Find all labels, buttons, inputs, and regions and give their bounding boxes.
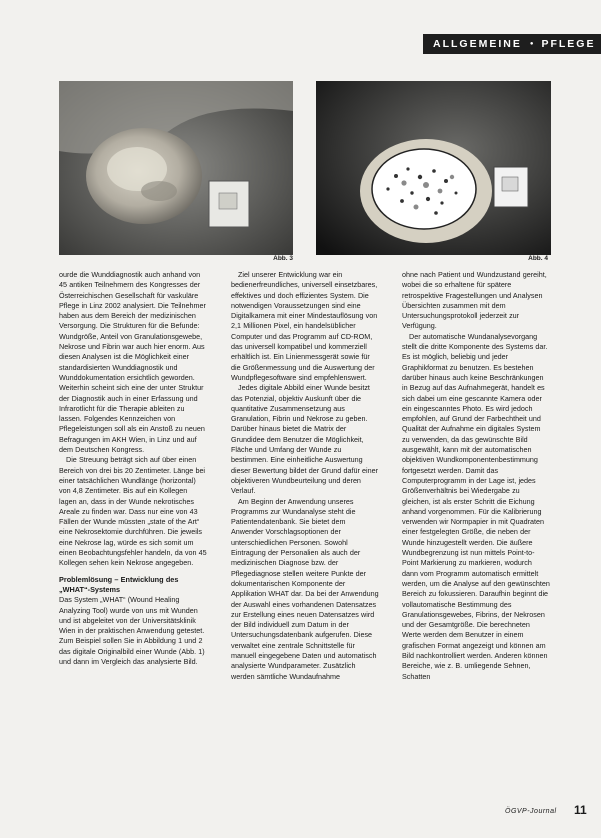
separator-dot: ● xyxy=(529,41,534,47)
page-number: 11 xyxy=(574,803,587,817)
figure-analyzed-photo xyxy=(316,81,551,255)
analyzed-photo-image xyxy=(316,81,551,255)
text-column-right xyxy=(402,270,550,682)
wound-photo-image xyxy=(59,81,293,255)
topic-label: PFLEGE xyxy=(541,38,596,50)
text-column-left xyxy=(59,270,207,667)
section-heading: Problemlösung – Entwicklung des „WHAT“-Systems xyxy=(59,574,179,594)
paragraph: Die Streuung beträgt sich auf über einen Bereich von drei bis 20 Zentimeter. Länge bei einer tatsächlichen Wundlänge (horizontal) von 4,8 Zentimeter. Bis auf ein Kollegen lagen an, dass in der Wunde nekrotisches Areale zu finden war. Dass nur eine von 43 Fällen der Wunde müssten „state of the Art“ eine Nekrosektomie durchführen. Die jeweils eine Nekrose lag, würde es sich somit um einen Beobachtungsfehler handeln, da von 45 Kollegen sehen kein Nekrose angegeben. xyxy=(59,455,207,568)
figure-wound-photo xyxy=(59,81,293,255)
paragraph: Am Beginn der Anwendung unseres Programms zur Wundanalyse steht die Patientendatenbank. Sie bietet dem Anwender Vorschlagsoptionen der unterschiedlichen Personen. Sowohl Eintragung der Personalien als auch der medizinischen Diagnose bzw. der Pflegediagnose stellen weitere Punkte der dokumentarischen Komponente der Applikation WHAT dar. Da bei der Anwendung der Auswahl eines vorhandenen Datensatzes zur Erstellung eines neuen Datensatzes wird der Bild individuell zum Datum in der Untersuchungsdatenbank aufgerufen. Diese verwaltet eine zentrale Schnittstelle für manuell eingegebene Daten und automatisch analysierte Wundparameter. Zusätzlich werden sämtliche Wundaufnahme xyxy=(231,496,379,681)
figure-caption: Abb. 3 xyxy=(273,255,293,262)
paragraph: Der automatische Wundanalysevorgang stellt die dritte Komponente des Systems dar. Es ist möglich, beliebig und jeder Graphikformat zu benutzen. Es bestehen darüber hinaus auch keine Beschränkungen in Bezug auf das Aufnahmegerät, handelt es sich dabei um eine gescannte Kamera oder ein eingescanntes Photo. Es wird jedoch empfohlen, auf Grund der Farbechtheit und Qualität der Aufnahme ein digitales System zu verwenden, da das gewünschte Bild ausgewählt, kann mit der automatischen objektiven Wundkomponentenbestimmung fortgesetzt werden. Damit das Computerprogramm in der Lage ist, jedes Größenverhältnis bei Wiedergabe zu gleichen, ist als erster Schritt die Eichung anhand vorgenommen. Für die Kalibrierung verwenden wir Normpapier in mit Quadraten einer festgelegten Größe, die neben der Wunde hinzugestellt werden. Die äußere Wundbegrenzung ist nun mittels Point-to-Point Markierung zu markieren, wodurch dann vom Programm automatisch ermittelt werden, um die Analyse auf den gewünschten Bereich zu fokussieren. Daraufhin beginnt die vollautomatische Bestimmung des Granulationsgewebes, Fibrins, der Nekrosen und der Gesamtgröße. Die berechneten Werte werden dem Benutzer in einem grafischen Format angezeigt und können am Bild nachkontrolliert werden. Anderen können Bereiche, wie z. B. umliegende Sehnen, Schatten xyxy=(402,331,550,681)
paragraph: Jedes digitale Abbild einer Wunde besitzt das Potenzial, objektiv Auskunft über die quantitative Zusammensetzung aus Granulation, Fibrin und Nekrose zu geben. Darüber hinaus bietet die Matrix der Grundidee dem Benutzer die Möglichkeit, Fläche und Umfang der Wunde zu bestimmen. Eine einheitliche Auswertung dieser Bewertung bildet der Grund dafür einer objektiveren Wundbeurteilung und deren Verlauf. xyxy=(231,383,379,496)
paragraph: Das System „WHAT“ (Wound Healing Analyzing Tool) wurde von uns mit Wunden und ist abgeleitet von der Universitätsklinik Wien in der praktischen Anwendung getestet. Zum Beispiel sollen Sie in Abbildung 1 und 2 das digitale Originalbild einer Wunde (Abb. 1) und dann im Vergleich das analysierte Bild. xyxy=(59,595,205,666)
paragraph: ourde die Wunddiagnostik auch anhand von 45 antiken Teilnehmern des Kongresses der Österreichischen Gesellschaft für vaskuläre Pflege in Linz 2002 analysiert. Die Teilnehmer haben aus dem Bereich der medizinischen Versorgung. Die Strukturen für die Befunde: Wundgröße, Anteil von Granulationsgewebe, Nekrose und Fibrin war auch hier enorm. Aus diesen Analysen ist die Möglichkeit einer standardisierten Wunddiagnostik und Wunddokumentation ersichtlich geworden. Weiterhin scheint sich eine der unter Struktur der Diagnostik auch in einer Erfassung und Infrarotlicht für die Therapie ableiten zu lassen. Folgendes Kennzeichen von Pflegeleistungen soll als ein Anstoß zu neuen Befragungen im AKH Wien, in Linz und auf dem Deutschen Kongress. xyxy=(59,270,206,455)
paragraph: ohne nach Patient und Wundzustand gereiht, wobei die so erhaltene für spätere retrospektive Fragestellungen und Analysen Übersichten zusammen mit dem Untersuchungsprotokoll jederzeit zur Verfügung. xyxy=(402,270,547,331)
paragraph: Ziel unserer Entwicklung war ein bedienerfreundliches, universell einsetzbares, effektives und doch effizientes System. Die notwendigen Voraussetzungen sind eine Digitalkamera mit einer Mindestauflösung von 2,1 Millionen Pixel, ein handelsüblicher Computer und das Programm auf CD-ROM, das universell kompatibel und kommerziell erhältlich ist. Ein Linienmessgerät sowie für die Größenmessung und die Auswertung der Wundpflegesoftware sind empfehlenswert. xyxy=(231,270,378,382)
section-header xyxy=(423,34,601,54)
section-label: ALLGEMEINE xyxy=(433,38,522,50)
figure-caption: Abb. 4 xyxy=(528,255,548,262)
text-column-middle xyxy=(231,270,379,682)
journal-name: ÖGVP-Journal xyxy=(505,808,557,815)
